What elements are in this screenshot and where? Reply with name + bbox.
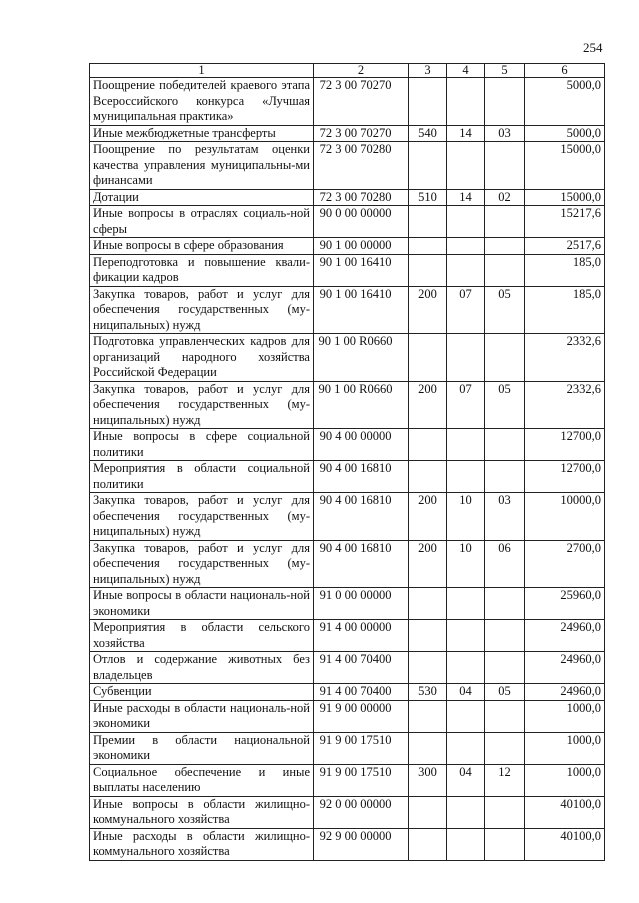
row-subsection: [485, 732, 525, 764]
row-name: Иные вопросы в области националь-ной экономики: [90, 588, 314, 620]
row-code: 72 3 00 70270: [314, 78, 409, 126]
header-col-5: 5: [485, 64, 525, 78]
row-sum: 15000,0: [525, 142, 605, 190]
row-subsection: [485, 334, 525, 382]
row-expense-type: [409, 588, 447, 620]
row-name: Субвенции: [90, 684, 314, 701]
row-subsection: [485, 254, 525, 286]
row-section: 14: [447, 125, 485, 142]
row-expense-type: 200: [409, 286, 447, 334]
row-subsection: [485, 828, 525, 860]
row-expense-type: 200: [409, 540, 447, 588]
row-code: 91 9 00 17510: [314, 732, 409, 764]
row-name: Подготовка управленческих кадров для организаций народного хозяйства Российской Федерации: [90, 334, 314, 382]
row-name: Иные расходы в области жилищно-коммунального хозяйства: [90, 828, 314, 860]
row-expense-type: [409, 142, 447, 190]
row-code: 91 0 00 00000: [314, 588, 409, 620]
row-expense-type: [409, 429, 447, 461]
row-subsection: 02: [485, 189, 525, 206]
table-row: [90, 286, 605, 334]
header-row: [90, 64, 605, 78]
row-sum: 5000,0: [525, 78, 605, 126]
row-section: [447, 732, 485, 764]
row-section: [447, 796, 485, 828]
row-code: 90 1 00 16410: [314, 254, 409, 286]
row-name: Иные вопросы в сфере образования: [90, 238, 314, 255]
row-subsection: 05: [485, 381, 525, 429]
row-expense-type: 200: [409, 493, 447, 541]
row-subsection: [485, 620, 525, 652]
row-name: Дотации: [90, 189, 314, 206]
row-subsection: [485, 700, 525, 732]
row-name: Иные расходы в области националь-ной экономики: [90, 700, 314, 732]
row-sum: 40100,0: [525, 796, 605, 828]
row-code: 90 1 00 R0660: [314, 381, 409, 429]
row-subsection: [485, 78, 525, 126]
row-section: [447, 142, 485, 190]
row-subsection: [485, 206, 525, 238]
row-name: Закупка товаров, работ и услуг для обеспечения государственных (му-ниципальных) нужд: [90, 381, 314, 429]
row-name: Переподготовка и повышение квали-фикации кадров: [90, 254, 314, 286]
row-expense-type: 540: [409, 125, 447, 142]
row-expense-type: [409, 78, 447, 126]
row-code: 90 4 00 00000: [314, 429, 409, 461]
row-expense-type: [409, 700, 447, 732]
row-section: 04: [447, 684, 485, 701]
table-row: [90, 764, 605, 796]
row-code: 91 4 00 70400: [314, 652, 409, 684]
row-section: 14: [447, 189, 485, 206]
row-expense-type: [409, 238, 447, 255]
table-row: [90, 732, 605, 764]
row-code: 90 1 00 16410: [314, 286, 409, 334]
row-name: Иные вопросы в сфере социальной политики: [90, 429, 314, 461]
row-subsection: 03: [485, 493, 525, 541]
row-sum: 2517,6: [525, 238, 605, 255]
table-row: [90, 381, 605, 429]
budget-table: [89, 63, 605, 861]
table-row: [90, 78, 605, 126]
row-sum: 15217,6: [525, 206, 605, 238]
row-code: 90 4 00 16810: [314, 493, 409, 541]
row-section: [447, 206, 485, 238]
table-row: [90, 700, 605, 732]
table-row: [90, 588, 605, 620]
row-sum: 12700,0: [525, 461, 605, 493]
header-col-4: 4: [447, 64, 485, 78]
row-sum: 24960,0: [525, 620, 605, 652]
row-sum: 1000,0: [525, 764, 605, 796]
row-code: 72 3 00 70280: [314, 189, 409, 206]
row-sum: 24960,0: [525, 684, 605, 701]
row-code: 91 9 00 00000: [314, 700, 409, 732]
row-sum: 1000,0: [525, 700, 605, 732]
table-row: [90, 620, 605, 652]
row-section: 04: [447, 764, 485, 796]
row-subsection: [485, 588, 525, 620]
row-section: [447, 588, 485, 620]
row-name: Социальное обеспечение и иные выплаты населению: [90, 764, 314, 796]
row-sum: 12700,0: [525, 429, 605, 461]
row-name: Иные межбюджетные трансферты: [90, 125, 314, 142]
table-row: [90, 206, 605, 238]
row-name: Отлов и содержание животных без владельцев: [90, 652, 314, 684]
row-subsection: [485, 652, 525, 684]
row-code: 72 3 00 70280: [314, 142, 409, 190]
row-name: Премии в области национальной экономики: [90, 732, 314, 764]
page-number: 254: [583, 40, 603, 55]
row-name: Мероприятия в области социальной политики: [90, 461, 314, 493]
header-col-3: 3: [409, 64, 447, 78]
row-section: [447, 429, 485, 461]
row-code: 90 1 00 R0660: [314, 334, 409, 382]
row-subsection: [485, 142, 525, 190]
header-col-1: 1: [90, 64, 314, 78]
row-code: 91 4 00 70400: [314, 684, 409, 701]
row-name: Иные вопросы в области жилищно-коммунального хозяйства: [90, 796, 314, 828]
row-code: 92 0 00 00000: [314, 796, 409, 828]
table-row: [90, 189, 605, 206]
row-sum: 185,0: [525, 254, 605, 286]
row-expense-type: 510: [409, 189, 447, 206]
row-section: 07: [447, 381, 485, 429]
row-expense-type: [409, 796, 447, 828]
row-code: 90 4 00 16810: [314, 461, 409, 493]
row-name: Поощрение по результатам оценки качества управления муниципальны-ми финансами: [90, 142, 314, 190]
row-subsection: 03: [485, 125, 525, 142]
row-sum: 25960,0: [525, 588, 605, 620]
row-section: [447, 700, 485, 732]
row-sum: 5000,0: [525, 125, 605, 142]
row-name: Иные вопросы в отраслях социаль-ной сферы: [90, 206, 314, 238]
row-expense-type: [409, 732, 447, 764]
table-row: [90, 429, 605, 461]
row-code: 90 1 00 00000: [314, 238, 409, 255]
row-section: [447, 334, 485, 382]
row-expense-type: 300: [409, 764, 447, 796]
row-sum: 1000,0: [525, 732, 605, 764]
table-row: [90, 125, 605, 142]
header-col-6: 6: [525, 64, 605, 78]
row-code: 72 3 00 70270: [314, 125, 409, 142]
row-sum: 185,0: [525, 286, 605, 334]
row-code: 91 9 00 17510: [314, 764, 409, 796]
row-expense-type: [409, 620, 447, 652]
row-subsection: [485, 461, 525, 493]
row-sum: 40100,0: [525, 828, 605, 860]
row-expense-type: [409, 254, 447, 286]
row-sum: 24960,0: [525, 652, 605, 684]
row-sum: 10000,0: [525, 493, 605, 541]
row-expense-type: [409, 206, 447, 238]
row-expense-type: [409, 461, 447, 493]
row-subsection: [485, 796, 525, 828]
table-row: [90, 540, 605, 588]
table-row: [90, 254, 605, 286]
row-code: 90 0 00 00000: [314, 206, 409, 238]
row-expense-type: 200: [409, 381, 447, 429]
row-code: 90 4 00 16810: [314, 540, 409, 588]
table-row: [90, 796, 605, 828]
table-row: [90, 652, 605, 684]
row-section: [447, 620, 485, 652]
row-sum: 2700,0: [525, 540, 605, 588]
row-section: [447, 652, 485, 684]
row-subsection: [485, 238, 525, 255]
row-sum: 15000,0: [525, 189, 605, 206]
row-section: [447, 238, 485, 255]
row-name: Закупка товаров, работ и услуг для обеспечения государственных (му-ниципальных) нужд: [90, 540, 314, 588]
row-name: Поощрение победителей краевого этапа Всероссийского конкурса «Лучшая муниципальная практика»: [90, 78, 314, 126]
row-expense-type: [409, 828, 447, 860]
table-row: [90, 142, 605, 190]
row-code: 92 9 00 00000: [314, 828, 409, 860]
row-subsection: 05: [485, 684, 525, 701]
row-sum: 2332,6: [525, 334, 605, 382]
row-section: 10: [447, 540, 485, 588]
row-section: [447, 461, 485, 493]
table-row: [90, 828, 605, 860]
row-name: Мероприятия в области сельского хозяйства: [90, 620, 314, 652]
row-section: [447, 828, 485, 860]
row-subsection: [485, 429, 525, 461]
table-row: [90, 493, 605, 541]
row-expense-type: 530: [409, 684, 447, 701]
row-subsection: 05: [485, 286, 525, 334]
row-expense-type: [409, 652, 447, 684]
row-subsection: 06: [485, 540, 525, 588]
table-row: [90, 684, 605, 701]
row-name: Закупка товаров, работ и услуг для обеспечения государственных (му-ниципальных) нужд: [90, 286, 314, 334]
row-name: Закупка товаров, работ и услуг для обеспечения государственных (му-ниципальных) нужд: [90, 493, 314, 541]
table-row: [90, 334, 605, 382]
header-col-2: 2: [314, 64, 409, 78]
row-sum: 2332,6: [525, 381, 605, 429]
row-section: [447, 254, 485, 286]
row-expense-type: [409, 334, 447, 382]
row-subsection: 12: [485, 764, 525, 796]
row-section: [447, 78, 485, 126]
row-code: 91 4 00 00000: [314, 620, 409, 652]
table-row: [90, 238, 605, 255]
row-section: 07: [447, 286, 485, 334]
table-row: [90, 461, 605, 493]
row-section: 10: [447, 493, 485, 541]
